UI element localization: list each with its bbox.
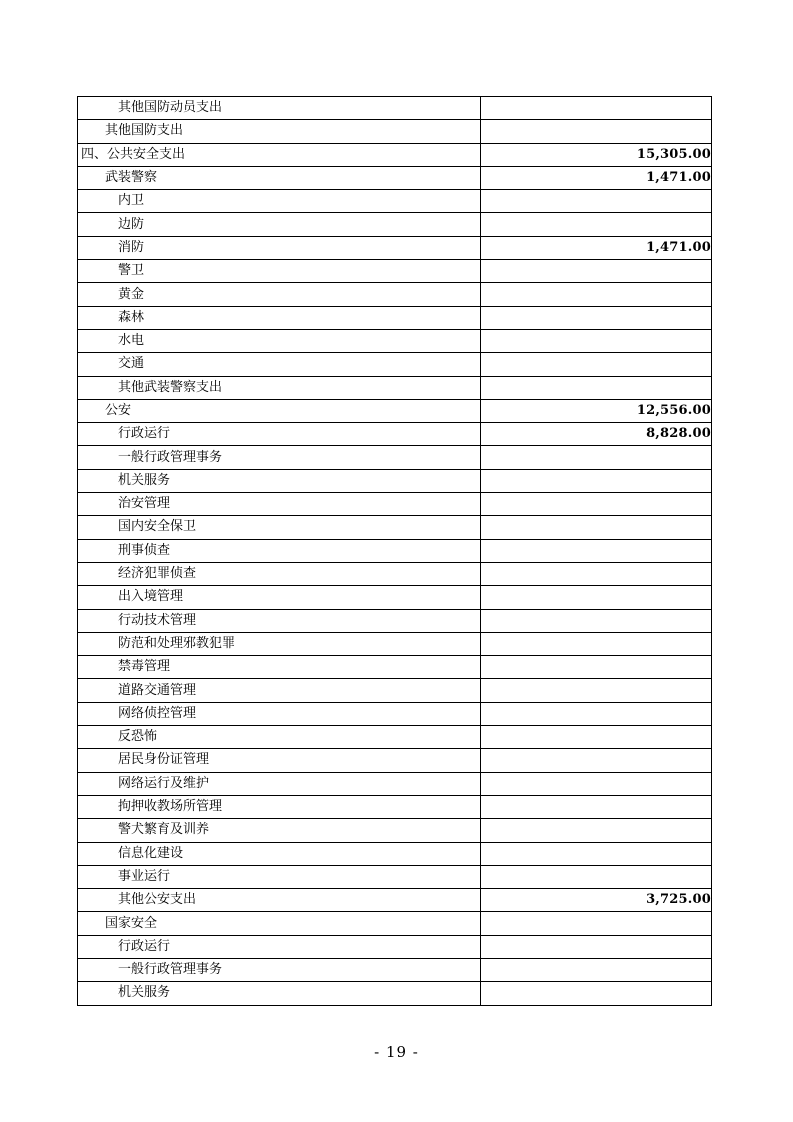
table-row: [78, 190, 712, 213]
table-row: [78, 772, 712, 795]
table-row: [78, 213, 712, 236]
amount-cell: [481, 306, 712, 329]
amount-cell: [481, 772, 712, 795]
amount-cell: [481, 329, 712, 352]
table-row: [78, 586, 712, 609]
item-name-cell: 信息化建设: [78, 842, 481, 865]
amount-cell: 1,471.00: [481, 236, 712, 259]
table-row: [78, 97, 712, 120]
amount-cell: [481, 586, 712, 609]
amount-cell: 3,725.00: [481, 889, 712, 912]
amount-cell: [481, 213, 712, 236]
amount-cell: [481, 912, 712, 935]
item-name-cell: 网络侦控管理: [78, 702, 481, 725]
table-row: [78, 353, 712, 376]
table-row: [78, 819, 712, 842]
amount-cell: [481, 726, 712, 749]
table-row: [78, 423, 712, 446]
amount-cell: [481, 679, 712, 702]
table-row: [78, 795, 712, 818]
item-name-cell: 防范和处理邪教犯罪: [78, 632, 481, 655]
item-name-cell: 公安: [78, 399, 481, 422]
table-row: [78, 562, 712, 585]
amount-cell: [481, 120, 712, 143]
item-name-cell: 禁毒管理: [78, 656, 481, 679]
table-row: [78, 446, 712, 469]
item-name-cell: 其他国防动员支出: [78, 97, 481, 120]
item-name-cell: 居民身份证管理: [78, 749, 481, 772]
budget-table: [77, 96, 712, 1006]
amount-cell: [481, 469, 712, 492]
table-row: [78, 912, 712, 935]
item-name-cell: 国家安全: [78, 912, 481, 935]
item-name-cell: 道路交通管理: [78, 679, 481, 702]
item-name-cell: 机关服务: [78, 469, 481, 492]
amount-cell: [481, 260, 712, 283]
table-row: [78, 329, 712, 352]
item-name-cell: 经济犯罪侦查: [78, 562, 481, 585]
table-row: [78, 656, 712, 679]
amount-cell: [481, 795, 712, 818]
amount-cell: [481, 958, 712, 981]
budget-table-body: [78, 97, 712, 1006]
amount-cell: [481, 539, 712, 562]
amount-cell: [481, 609, 712, 632]
table-row: [78, 749, 712, 772]
item-name-cell: 国内安全保卫: [78, 516, 481, 539]
item-name-cell: 网络运行及维护: [78, 772, 481, 795]
table-row: [78, 306, 712, 329]
item-name-cell: 一般行政管理事务: [78, 446, 481, 469]
amount-cell: [481, 190, 712, 213]
item-name-cell: 武装警察: [78, 166, 481, 189]
amount-cell: [481, 819, 712, 842]
amount-cell: 8,828.00: [481, 423, 712, 446]
amount-cell: 1,471.00: [481, 166, 712, 189]
item-name-cell: 机关服务: [78, 982, 481, 1005]
item-name-cell: 治安管理: [78, 493, 481, 516]
item-name-cell: 其他武装警察支出: [78, 376, 481, 399]
table-row: [78, 143, 712, 166]
amount-cell: [481, 702, 712, 725]
table-row: [78, 679, 712, 702]
amount-cell: 12,556.00: [481, 399, 712, 422]
item-name-cell: 其他公安支出: [78, 889, 481, 912]
item-name-cell: 交通: [78, 353, 481, 376]
item-name-cell: 消防: [78, 236, 481, 259]
item-name-cell: 警卫: [78, 260, 481, 283]
item-name-cell: 行政运行: [78, 935, 481, 958]
amount-cell: [481, 935, 712, 958]
item-name-cell: 反恐怖: [78, 726, 481, 749]
table-row: [78, 865, 712, 888]
table-row: [78, 376, 712, 399]
table-row: [78, 236, 712, 259]
item-name-cell: 森林: [78, 306, 481, 329]
amount-cell: [481, 516, 712, 539]
table-row: [78, 609, 712, 632]
table-row: [78, 842, 712, 865]
amount-cell: [481, 749, 712, 772]
table-row: [78, 935, 712, 958]
table-row: [78, 726, 712, 749]
item-name-cell: 行政运行: [78, 423, 481, 446]
table-row: [78, 260, 712, 283]
table-row: [78, 469, 712, 492]
table-row: [78, 166, 712, 189]
amount-cell: [481, 493, 712, 516]
item-name-cell: 行动技术管理: [78, 609, 481, 632]
amount-cell: [481, 376, 712, 399]
table-row: [78, 399, 712, 422]
table-row: [78, 120, 712, 143]
table-row: [78, 982, 712, 1005]
table-row: [78, 702, 712, 725]
amount-cell: [481, 562, 712, 585]
table-row: [78, 516, 712, 539]
amount-cell: [481, 353, 712, 376]
amount-cell: [481, 842, 712, 865]
item-name-cell: 事业运行: [78, 865, 481, 888]
item-name-cell: 边防: [78, 213, 481, 236]
table-row: [78, 958, 712, 981]
item-name-cell: 黄金: [78, 283, 481, 306]
item-name-cell: 水电: [78, 329, 481, 352]
amount-cell: [481, 446, 712, 469]
item-name-cell: 出入境管理: [78, 586, 481, 609]
table-row: [78, 889, 712, 912]
item-name-cell: 刑事侦查: [78, 539, 481, 562]
amount-cell: [481, 632, 712, 655]
amount-cell: [481, 656, 712, 679]
table-row: [78, 493, 712, 516]
amount-cell: [481, 97, 712, 120]
item-name-cell: 其他国防支出: [78, 120, 481, 143]
item-name-cell: 内卫: [78, 190, 481, 213]
amount-cell: [481, 982, 712, 1005]
item-name-cell: 拘押收教场所管理: [78, 795, 481, 818]
table-row: [78, 283, 712, 306]
item-name-cell: 四、公共安全支出: [78, 143, 481, 166]
amount-cell: [481, 865, 712, 888]
page-number: - 19 -: [374, 1043, 419, 1061]
item-name-cell: 一般行政管理事务: [78, 958, 481, 981]
table-row: [78, 632, 712, 655]
amount-cell: [481, 283, 712, 306]
table-row: [78, 539, 712, 562]
item-name-cell: 警犬繁育及训养: [78, 819, 481, 842]
amount-cell: 15,305.00: [481, 143, 712, 166]
